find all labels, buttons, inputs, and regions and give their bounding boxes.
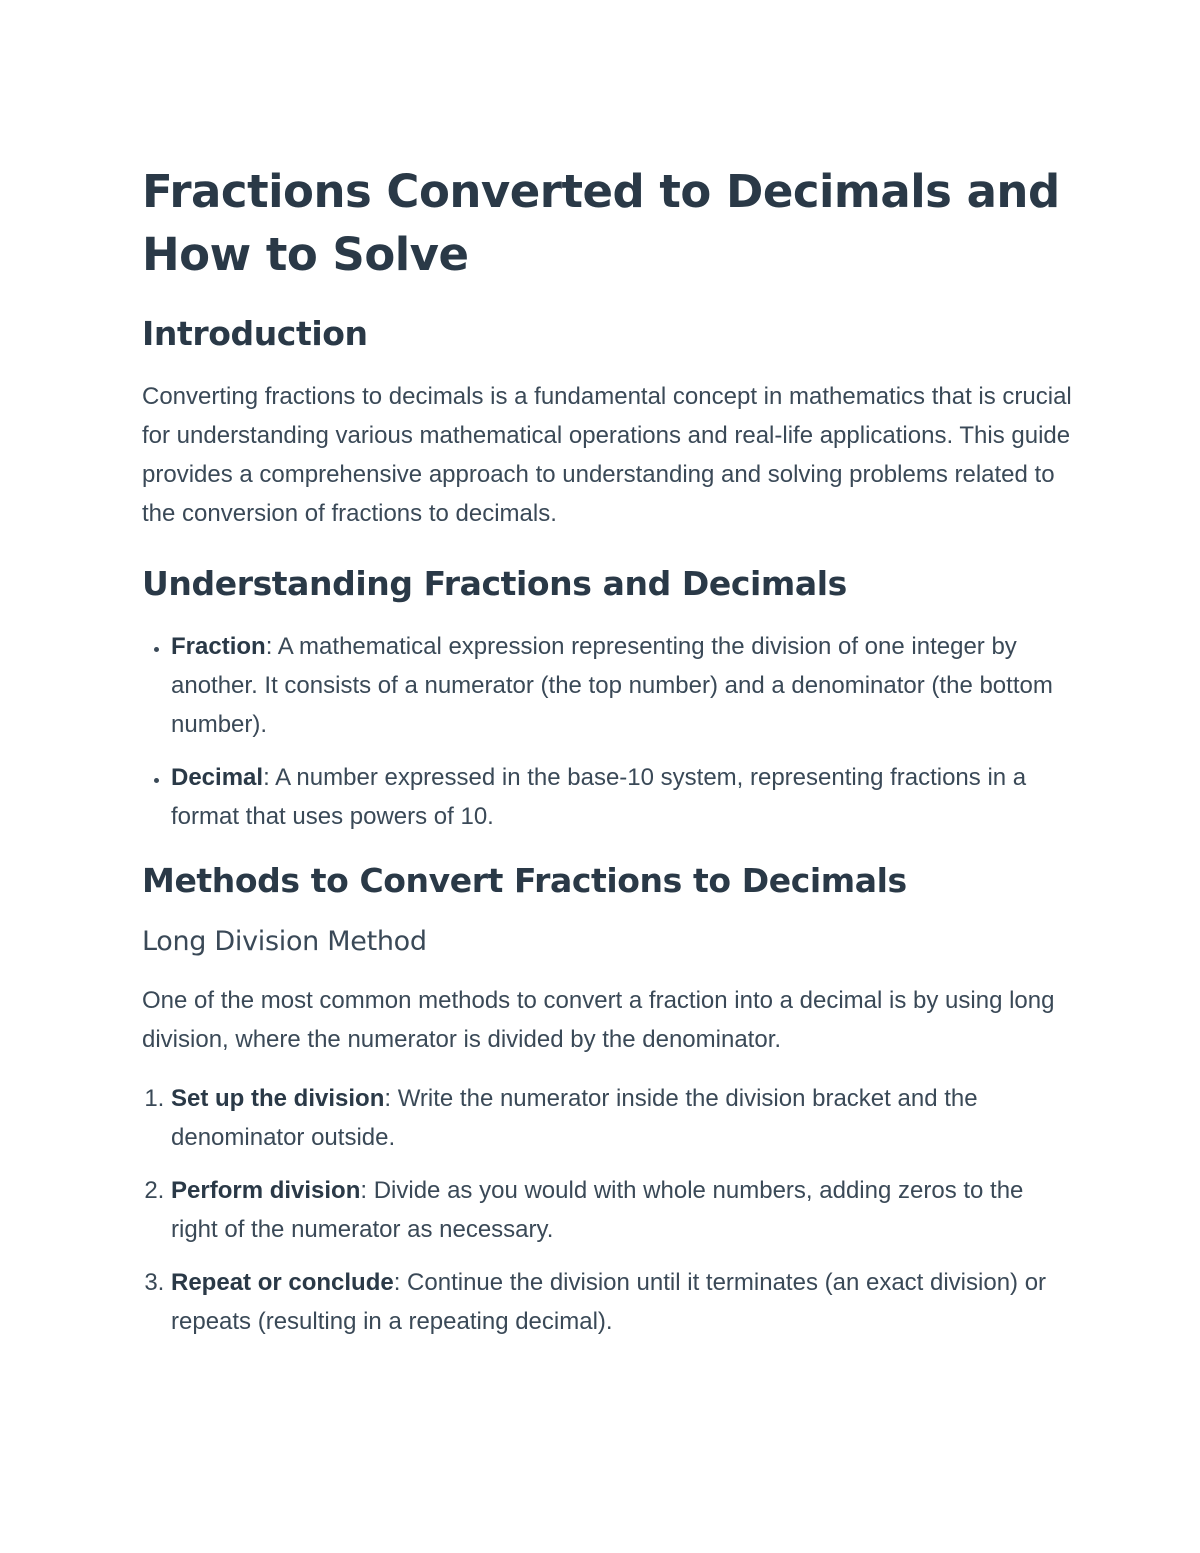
step-separator: : [384,1085,392,1112]
document-page [142,160,1072,1365]
introduction-heading: Introduction [142,314,368,353]
definition-text: A number expressed in the base-10 system, representing fractions in a format that uses powers of 10. [171,764,1027,830]
page-title: Fractions Converted to Decimals and How to Solve [142,165,1060,281]
long-division-heading: Long Division Method [142,926,427,957]
long-division-paragraph: One of the most common methods to convert a fraction into a decimal is by using long division, where the numerator is divided by the denominator. [142,987,1055,1053]
step-text: Continue the division until it terminates (an exact division) or repeats (resulting in a repeating decimal). [171,1269,1047,1335]
methods-heading: Methods to Convert Fractions to Decimals [142,861,907,900]
step-item [171,1263,1072,1341]
definition-item-fraction [171,627,1072,744]
step-separator: : [360,1177,368,1204]
definition-term: Decimal [171,764,264,791]
definition-item-decimal [171,758,1072,836]
long-division-steps [142,1079,1072,1341]
step-term: Repeat or conclude [171,1269,394,1296]
step-text: Divide as you would with whole numbers, adding zeros to the right of the numerator as necessary. [171,1177,1024,1243]
step-item [171,1171,1072,1249]
definition-text: A mathematical expression representing the division of one integer by another. It consists of a numerator (the top number) and a denominator (the bottom number). [171,633,1053,738]
definitions-list [142,627,1072,836]
step-term: Set up the division [171,1085,385,1112]
definition-separator: : [265,633,273,660]
definition-separator: : [263,764,270,791]
definition-term: Fraction [171,633,266,660]
introduction-paragraph: Converting fractions to decimals is a fundamental concept in mathematics that is crucial for understanding various mathematical operations and real-life applications. This guide provides a comprehensive approach to understanding and solving problems related to the conversion of fractions to decimals. [142,383,1072,527]
understanding-heading: Understanding Fractions and Decimals [142,564,847,603]
step-separator: : [393,1269,401,1296]
step-term: Perform division [171,1177,361,1204]
step-text: Write the numerator inside the division bracket and the denominator outside. [171,1085,978,1151]
step-item [171,1079,1072,1157]
